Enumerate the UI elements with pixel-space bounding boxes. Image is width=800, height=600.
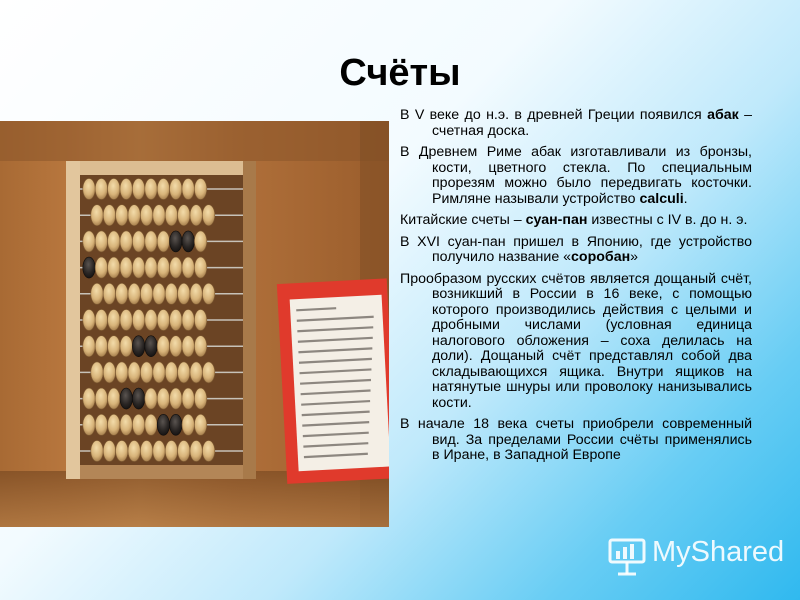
abacus-bead bbox=[83, 231, 95, 252]
abacus-bead bbox=[128, 441, 140, 462]
text-run: . bbox=[683, 190, 688, 207]
text-run: В XVI суан-пан пришел в Японию, где устройство получило название « bbox=[400, 233, 752, 265]
abacus-bead-dark bbox=[120, 388, 132, 409]
abacus-bead bbox=[170, 336, 182, 357]
frame-right-bar bbox=[243, 161, 256, 479]
abacus-bead bbox=[108, 179, 120, 200]
abacus-bead bbox=[140, 441, 152, 462]
abacus-bead bbox=[95, 388, 107, 409]
myshared-watermark bbox=[606, 534, 786, 578]
abacus-bead bbox=[132, 257, 144, 278]
abacus-bead bbox=[190, 441, 202, 462]
abacus-bead bbox=[182, 388, 194, 409]
abacus-bead bbox=[95, 257, 107, 278]
abacus-bead bbox=[116, 441, 128, 462]
abacus-bead bbox=[157, 310, 169, 331]
abacus-bead bbox=[157, 257, 169, 278]
text-run: В начале 18 века счеты приобрели современный вид. За пределами России счёты применялись в Иране, в Западной Европе bbox=[400, 416, 752, 463]
abacus-bead bbox=[165, 441, 177, 462]
abacus-bead bbox=[83, 388, 95, 409]
abacus-bead bbox=[91, 362, 103, 383]
abacus-bead bbox=[140, 205, 152, 226]
body-paragraph bbox=[400, 235, 752, 266]
shelf-top-shadow bbox=[0, 121, 389, 161]
text-run: В Древнем Риме абак изготавливали из бронзы, кости, цветного стекла. По специальным прорезям можно было передвигать косточки. Римляне называли устройство bbox=[400, 144, 752, 207]
abacus-bead bbox=[145, 257, 157, 278]
body-paragraph bbox=[400, 145, 752, 207]
body-paragraph bbox=[400, 213, 752, 229]
abacus-bead bbox=[145, 179, 157, 200]
abacus-bead-dark bbox=[132, 388, 144, 409]
abacus-bead bbox=[91, 205, 103, 226]
abacus-bead bbox=[194, 257, 206, 278]
abacus-bead bbox=[108, 414, 120, 435]
abacus-bead bbox=[116, 362, 128, 383]
bold-term: абак bbox=[707, 107, 739, 123]
abacus-bead bbox=[190, 205, 202, 226]
abacus-photo bbox=[0, 121, 389, 527]
text-run: В V веке до н.э. в древней Греции появился bbox=[400, 107, 708, 123]
abacus-bead bbox=[108, 257, 120, 278]
frame-left-bar bbox=[66, 161, 80, 479]
abacus-bead-dark bbox=[170, 414, 182, 435]
abacus-illustration bbox=[0, 121, 389, 527]
abacus-bead bbox=[165, 283, 177, 304]
abacus-bead bbox=[103, 362, 115, 383]
abacus-bead-dark bbox=[145, 336, 157, 357]
abacus-bead bbox=[178, 362, 190, 383]
abacus-bead bbox=[103, 441, 115, 462]
abacus-bead bbox=[120, 179, 132, 200]
abacus-bead bbox=[153, 362, 165, 383]
abacus-bead bbox=[128, 283, 140, 304]
abacus-bead bbox=[190, 362, 202, 383]
abacus-bead bbox=[145, 388, 157, 409]
abacus-bead bbox=[153, 283, 165, 304]
abacus-bead bbox=[120, 231, 132, 252]
abacus-bead bbox=[178, 205, 190, 226]
abacus-bead bbox=[165, 362, 177, 383]
abacus-bead bbox=[194, 179, 206, 200]
abacus-bead bbox=[182, 179, 194, 200]
text-run: – счетная доска. bbox=[432, 107, 752, 139]
slide-body bbox=[400, 108, 752, 470]
frame-top-bar bbox=[66, 161, 256, 175]
abacus-bead bbox=[95, 310, 107, 331]
text-run: Прообразом русских счётов является дощаный счёт, возникший в России в 16 веке, с помощью которого производились действия с целыми и дробными числами (условная единица налогового обложения – соха делилась на доли). Дощаный счёт представлял собой два складывающихся ящика. Внутри ящиков на натянутые шнуры или проволоку нанизывались кости. bbox=[400, 270, 752, 411]
text-run: известны с IV в. до н. э. bbox=[587, 212, 748, 228]
frame-bottom-bar bbox=[66, 465, 256, 479]
abacus-bead bbox=[108, 231, 120, 252]
abacus-bead bbox=[95, 179, 107, 200]
abacus-bead bbox=[83, 336, 95, 357]
abacus-bead bbox=[202, 362, 214, 383]
abacus-bead bbox=[157, 336, 169, 357]
abacus-bead bbox=[194, 388, 206, 409]
abacus-bead bbox=[194, 310, 206, 331]
abacus-bead bbox=[132, 179, 144, 200]
presentation-board-icon bbox=[606, 534, 650, 578]
abacus-bead-dark bbox=[132, 336, 144, 357]
abacus-bead bbox=[116, 283, 128, 304]
text-run: Китайские счеты – bbox=[400, 212, 526, 228]
abacus-bead bbox=[120, 336, 132, 357]
abacus-bead bbox=[202, 205, 214, 226]
abacus-bead bbox=[190, 283, 202, 304]
abacus-bead bbox=[170, 310, 182, 331]
abacus-bead bbox=[83, 179, 95, 200]
body-paragraph bbox=[400, 272, 752, 412]
abacus-bead bbox=[91, 441, 103, 462]
abacus-bead bbox=[145, 310, 157, 331]
abacus-bead bbox=[108, 336, 120, 357]
abacus-bead bbox=[182, 257, 194, 278]
abacus-bead bbox=[95, 336, 107, 357]
abacus-bead bbox=[116, 205, 128, 226]
abacus-bead bbox=[140, 362, 152, 383]
bold-term: соробан bbox=[571, 249, 631, 265]
abacus-bead bbox=[140, 283, 152, 304]
abacus-bead bbox=[83, 310, 95, 331]
abacus-bead bbox=[145, 414, 157, 435]
abacus-bead bbox=[103, 283, 115, 304]
abacus-bead bbox=[95, 414, 107, 435]
abacus-bead-dark bbox=[157, 414, 169, 435]
bold-term: calculi bbox=[639, 190, 684, 207]
abacus-bead bbox=[103, 205, 115, 226]
abacus-bead bbox=[145, 231, 157, 252]
abacus-bead bbox=[194, 231, 206, 252]
abacus-bead bbox=[132, 414, 144, 435]
abacus-bead bbox=[202, 283, 214, 304]
abacus-bead bbox=[83, 414, 95, 435]
watermark-text: MyShared bbox=[652, 536, 785, 568]
abacus-bead bbox=[108, 388, 120, 409]
abacus-bead bbox=[182, 310, 194, 331]
text-run: » bbox=[630, 249, 639, 265]
abacus-bead bbox=[132, 310, 144, 331]
abacus-bead bbox=[178, 283, 190, 304]
red-card bbox=[277, 278, 389, 483]
abacus-bead bbox=[170, 179, 182, 200]
abacus-bead bbox=[108, 310, 120, 331]
abacus-bead bbox=[157, 388, 169, 409]
abacus-bead bbox=[128, 362, 140, 383]
abacus-bead bbox=[91, 283, 103, 304]
abacus-bead bbox=[170, 388, 182, 409]
abacus-bead bbox=[132, 231, 144, 252]
body-paragraph bbox=[400, 108, 752, 139]
abacus-bead bbox=[128, 205, 140, 226]
abacus-bead bbox=[194, 336, 206, 357]
abacus-bead bbox=[157, 231, 169, 252]
abacus-bead-dark bbox=[83, 257, 95, 278]
abacus-bead bbox=[182, 336, 194, 357]
abacus-bead-dark bbox=[182, 231, 194, 252]
abacus-bead bbox=[194, 414, 206, 435]
abacus-bead bbox=[120, 257, 132, 278]
abacus-bead bbox=[153, 205, 165, 226]
abacus-bead bbox=[120, 310, 132, 331]
abacus-bead bbox=[178, 441, 190, 462]
abacus-bead bbox=[202, 441, 214, 462]
abacus-bead bbox=[182, 414, 194, 435]
slide-title: Счёты bbox=[339, 52, 461, 94]
bold-term: суан-пан bbox=[525, 212, 588, 228]
abacus-bead bbox=[157, 179, 169, 200]
abacus-bead bbox=[170, 257, 182, 278]
abacus-bead-dark bbox=[170, 231, 182, 252]
abacus-bead bbox=[95, 231, 107, 252]
body-paragraph bbox=[400, 417, 752, 464]
abacus-bead bbox=[120, 414, 132, 435]
abacus-bead bbox=[153, 441, 165, 462]
abacus-bead bbox=[165, 205, 177, 226]
